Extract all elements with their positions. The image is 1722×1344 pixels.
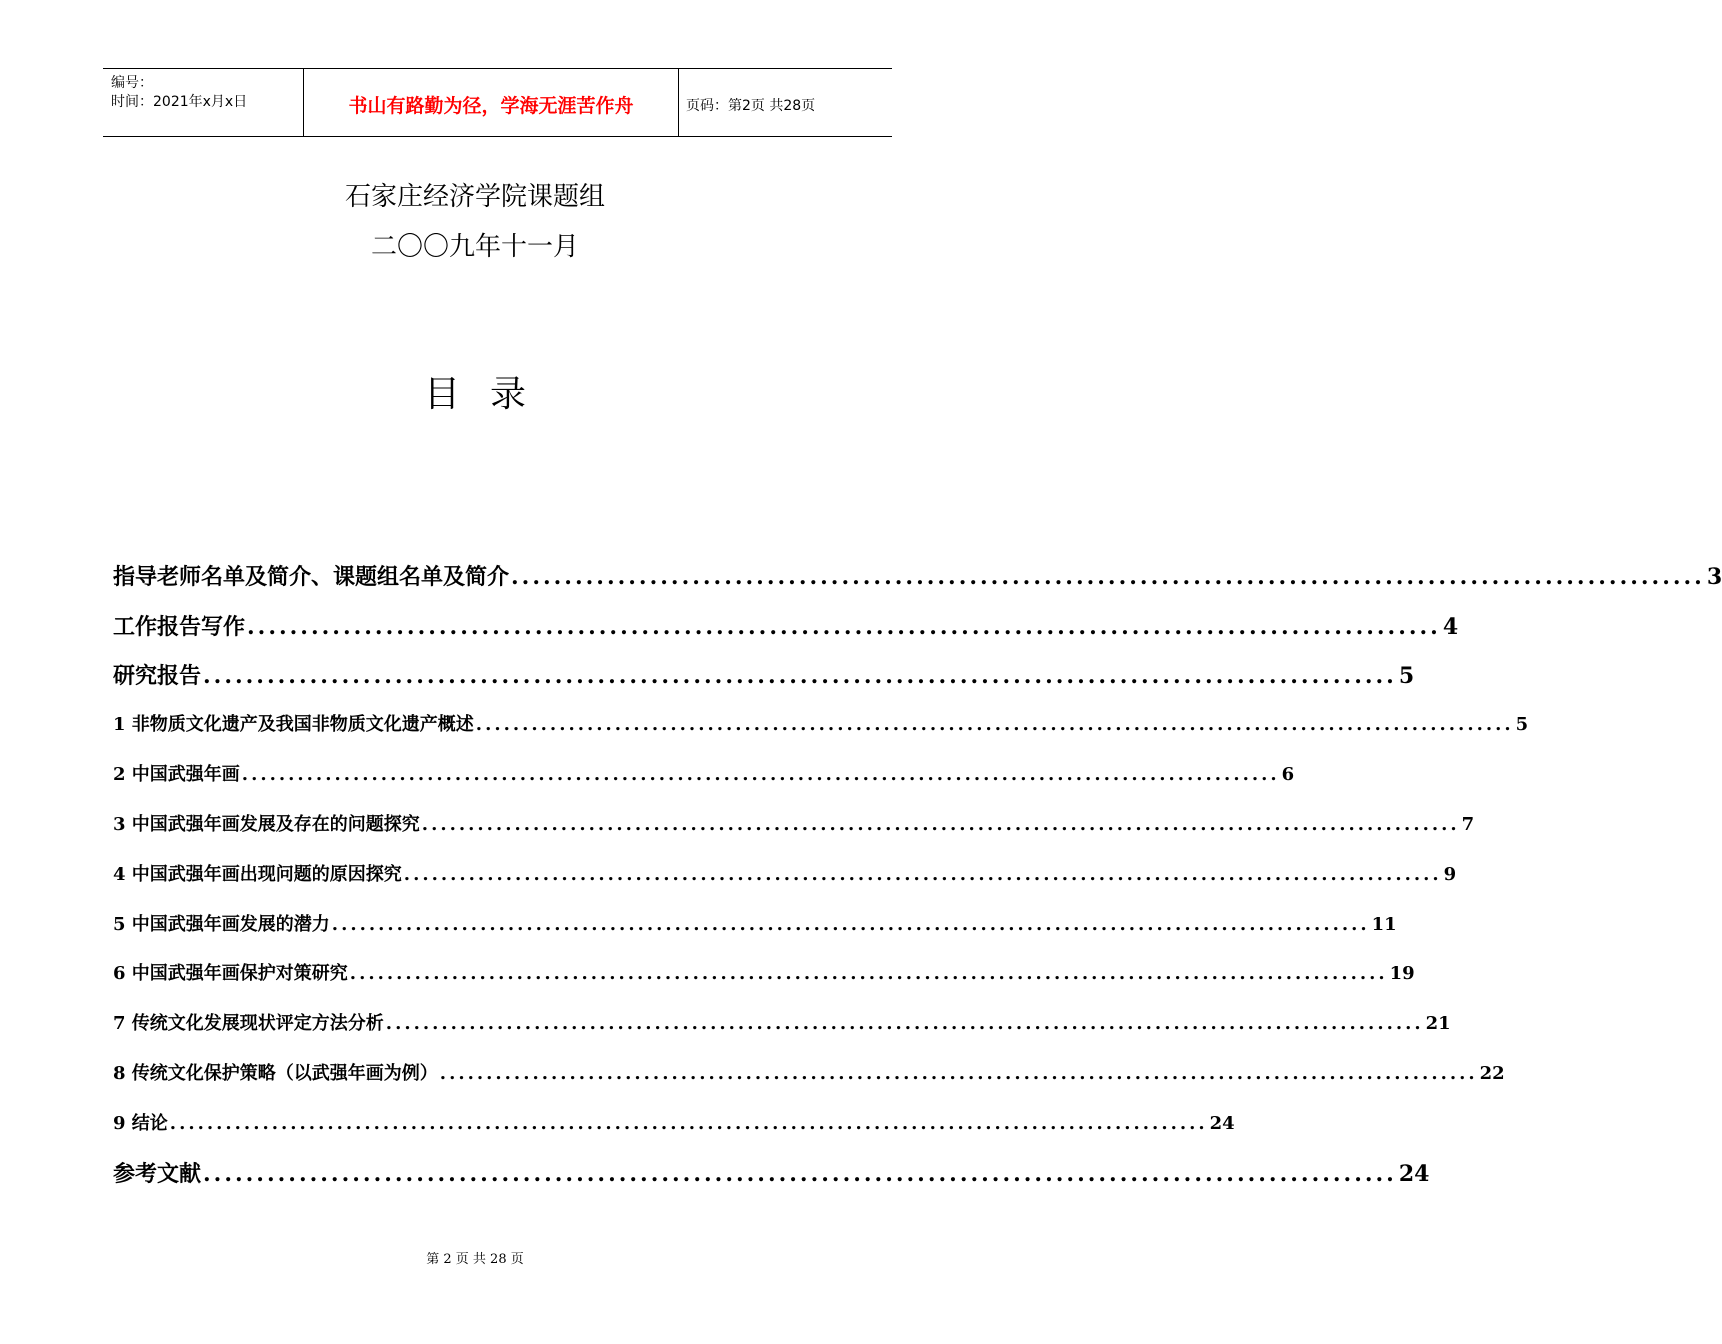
- toc-leader-dots: ................................................................................................................: [331, 914, 1370, 935]
- time-label: 时间：2021年x月x日: [111, 94, 248, 110]
- toc-entry-label: 9 结论: [113, 1113, 168, 1134]
- toc-entry[interactable]: [113, 1059, 1505, 1085]
- toc-leader-dots: ................................................................................................................: [241, 764, 1280, 785]
- toc-leader-dots: ................................................................................................................: [203, 1161, 1397, 1187]
- toc-entry[interactable]: [113, 959, 1415, 985]
- toc-entry-label: 指导老师名单及简介、课题组名单及简介: [113, 564, 510, 590]
- toc-entry-page: 6: [1281, 764, 1295, 785]
- toc-leader-dots: ................................................................................................................: [475, 714, 1514, 735]
- organization-name: 石家庄经济学院课题组: [344, 182, 605, 212]
- toc-leader-dots: ................................................................................................................: [511, 564, 1705, 590]
- toc-entry-label: 7 传统文化发展现状评定方法分析: [113, 1013, 384, 1034]
- toc-entry[interactable]: [113, 659, 1415, 690]
- header-motto: 书山有路勤为径，学海无涯苦作舟: [348, 95, 634, 117]
- toc-leader-dots: ................................................................................................................: [203, 663, 1397, 689]
- toc-entry[interactable]: [113, 1109, 1235, 1135]
- page-header: [103, 68, 892, 137]
- toc-leader-dots: ................................................................................................................: [439, 1063, 1478, 1084]
- toc-entry-label: 4 中国武强年画出现问题的原因探究: [113, 864, 402, 885]
- toc-entry-page: 4: [1442, 614, 1459, 640]
- header-left-cell: [103, 69, 303, 136]
- report-date: 二〇〇九年十一月: [370, 232, 579, 262]
- toc-entry-page: 21: [1425, 1013, 1451, 1034]
- toc-leader-dots: ................................................................................................................: [349, 963, 1388, 984]
- toc-entry[interactable]: [113, 610, 1459, 641]
- toc-entry-label: 工作报告写作: [113, 614, 246, 640]
- number-label: 编号：: [111, 75, 153, 91]
- toc-entry-page: 9: [1443, 864, 1457, 885]
- toc-entry-page: 19: [1389, 963, 1415, 984]
- toc-leader-dots: ................................................................................................................: [169, 1113, 1208, 1134]
- toc-entry-label: 5 中国武强年画发展的潜力: [113, 914, 330, 935]
- toc-entry[interactable]: [113, 560, 1722, 591]
- toc-leader-dots: ................................................................................................................: [403, 864, 1442, 885]
- toc-entry-page: 7: [1461, 814, 1475, 835]
- toc-entry-label: 研究报告: [113, 663, 202, 689]
- toc-entry[interactable]: [113, 1009, 1451, 1035]
- toc-entry-page: 22: [1479, 1063, 1505, 1084]
- toc-entry-label: 2 中国武强年画: [113, 764, 240, 785]
- toc-entry[interactable]: [113, 860, 1457, 886]
- toc-leader-dots: ................................................................................................................: [421, 814, 1460, 835]
- toc-entry-label: 3 中国武强年画发展及存在的问题探究: [113, 814, 420, 835]
- toc-entry[interactable]: [113, 810, 1475, 836]
- toc-leader-dots: ................................................................................................................: [247, 614, 1441, 640]
- toc-entry-label: 1 非物质文化遗产及我国非物质文化遗产概述: [113, 714, 474, 735]
- page-footer: 第 2 页 共 28 页: [426, 1252, 524, 1267]
- toc-leader-dots: ................................................................................................................: [385, 1013, 1424, 1034]
- toc-entry-label: 参考文献: [113, 1161, 202, 1187]
- toc-entry-page: 24: [1398, 1161, 1430, 1187]
- toc-entry-page: 11: [1371, 914, 1397, 935]
- toc-entry-label: 8 传统文化保护策略（以武强年画为例）: [113, 1063, 438, 1084]
- toc-entry[interactable]: [113, 910, 1397, 936]
- header-right-cell: [678, 69, 892, 136]
- page-indicator: 页码：第2页 共28页: [686, 98, 816, 114]
- toc-entry-page: 5: [1398, 663, 1415, 689]
- header-middle-cell: [303, 69, 679, 136]
- toc-entry[interactable]: [113, 1157, 1430, 1188]
- toc-entry[interactable]: [113, 710, 1529, 736]
- toc-entry-page: 24: [1209, 1113, 1235, 1134]
- toc-entry-label: 6 中国武强年画保护对策研究: [113, 963, 348, 984]
- toc-entry[interactable]: [113, 760, 1295, 786]
- toc-entry-page: 5: [1515, 714, 1529, 735]
- toc-entry-page: 3: [1706, 564, 1722, 590]
- toc-title: 目录: [423, 374, 556, 415]
